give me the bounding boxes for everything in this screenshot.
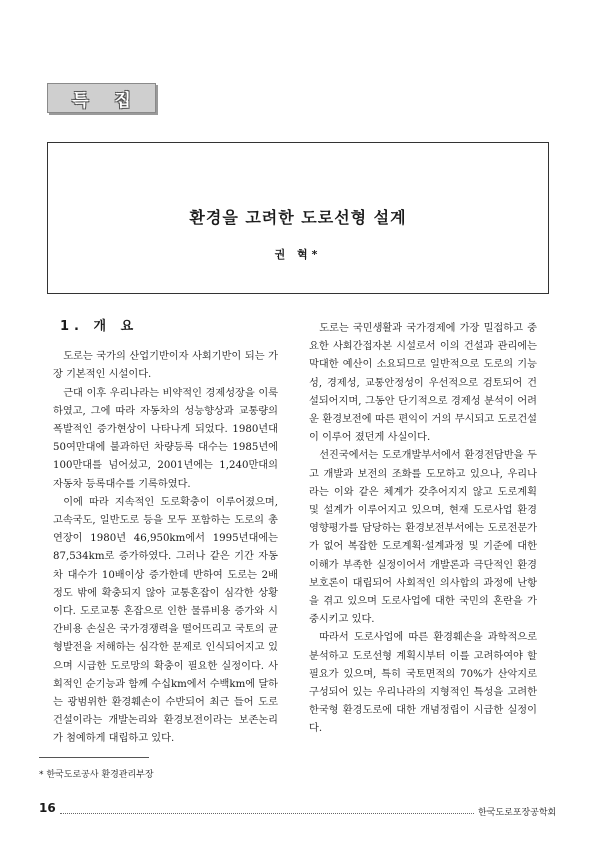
paragraph: 도로는 국가의 산업기반이자 사회기반이 되는 가장 기본적인 시설이다. [53, 351, 278, 381]
section-heading: 1. 개 요 [60, 319, 139, 334]
title-box [47, 142, 549, 294]
badge-char-2: 집 [114, 90, 131, 111]
footnote: * 한국도로공사 환경관리부장 [39, 770, 154, 780]
paragraph: 도로는 국민생활과 국가경제에 가장 밀접하고 중요한 사회간접자본 시설로서 이의 건설과 관리에는 막대한 예산이 소요되므로 일반적으로 도로의 기능성, 경제성, 교통안정성이 우선적으로 검토되어 건설되어지며, 그동안 단기적으로 경제성 분석이 어려운 환경보전에 따른 편익이 거의 무시되고 도로건설이 이루어 졌던게 사실이다. [309, 323, 537, 444]
footer-rule [60, 813, 474, 814]
journal-name: 한국도로포장공학회 [478, 808, 557, 818]
badge-char-1: 특 [72, 90, 89, 111]
page-number: 16 [39, 801, 56, 815]
footnote-rule [39, 757, 149, 758]
left-column [53, 318, 278, 749]
paragraph: 선진국에서는 도로개발부서에서 환경전담반을 두고 개발과 보전의 조화를 도모하고 있으나, 우리나라는 이와 같은 체계가 갖추어지지 않고 도로계획 및 설계가 이루어지고 있으며, 현재 도로사업 환경영향평가를 담당하는 환경보전부서에는 도로전문가가 없어 복잡한 도로계획·설계과정 및 기준에 대한 이해가 부족한 실정이어서 개발론과 극단적인 환경보호론이 대립되어 사회적인 의사합의 과정에 난항을 겪고 있으며 도로사업에 대한 국민의 혼란을 가중시키고 있다. [309, 450, 537, 626]
article-title: 환경을 고려한 도로선형 설계 [189, 208, 407, 227]
right-column [309, 320, 537, 739]
paragraph: 이에 따라 지속적인 도로확충이 이루어졌으며, 고속국도, 일반도로 등을 모두 포함하는 도로의 총 연장이 1980년 46,950km에서 1995년대에는 87,534km로 증가하였다. 그러나 같은 기간 자동차 대수가 10배이상 증가한데 반하여 도로는 2배정도 밖에 확충되지 않아 교통혼잡이 심각한 상황이다. 도로교통 혼잡으로 인한 물류비용 증가와 시간비용 손실은 국가경쟁력을 떨어뜨리고 국토의 균형발전을 저해하는 심각한 문제로 인식되어지고 있으며 시급한 도로망의 확충이 필요한 실정이다. 사회적인 순기능과 함께 수십km에서 수백km에 달하는 광범위한 환경훼손이 수반되어 최근 들어 도로건설이라는 개발논리와 환경보전이라는 보존논리가 첨예하게 대립하고 있다. [53, 496, 278, 745]
feature-badge [47, 83, 156, 113]
author: 권 혁* [274, 248, 322, 261]
paragraph: 근대 이후 우리나라는 비약적인 경제성장을 이룩하였고, 그에 따라 자동차의 성능향상과 교통량의 폭발적인 증가현상이 나타나게 되었다. 1980년대 50여만대에 불과하던 차량등록 대수는 1985년에 100만대를 넘어섰고, 2001년에는 1,240만대의 자동차 등록대수를 기록하였다. [53, 387, 278, 490]
paragraph: 따라서 도로사업에 따른 환경훼손을 과학적으로 분석하고 도로선형 계획시부터 이를 고려하여야 할 필요가 있으며, 특히 국토면적의 70%가 산악지로 구성되어 있는 우리나라의 지형적인 특성을 고려한 한국형 환경도로에 대한 개념정립이 시급한 실정이다. [309, 632, 537, 735]
